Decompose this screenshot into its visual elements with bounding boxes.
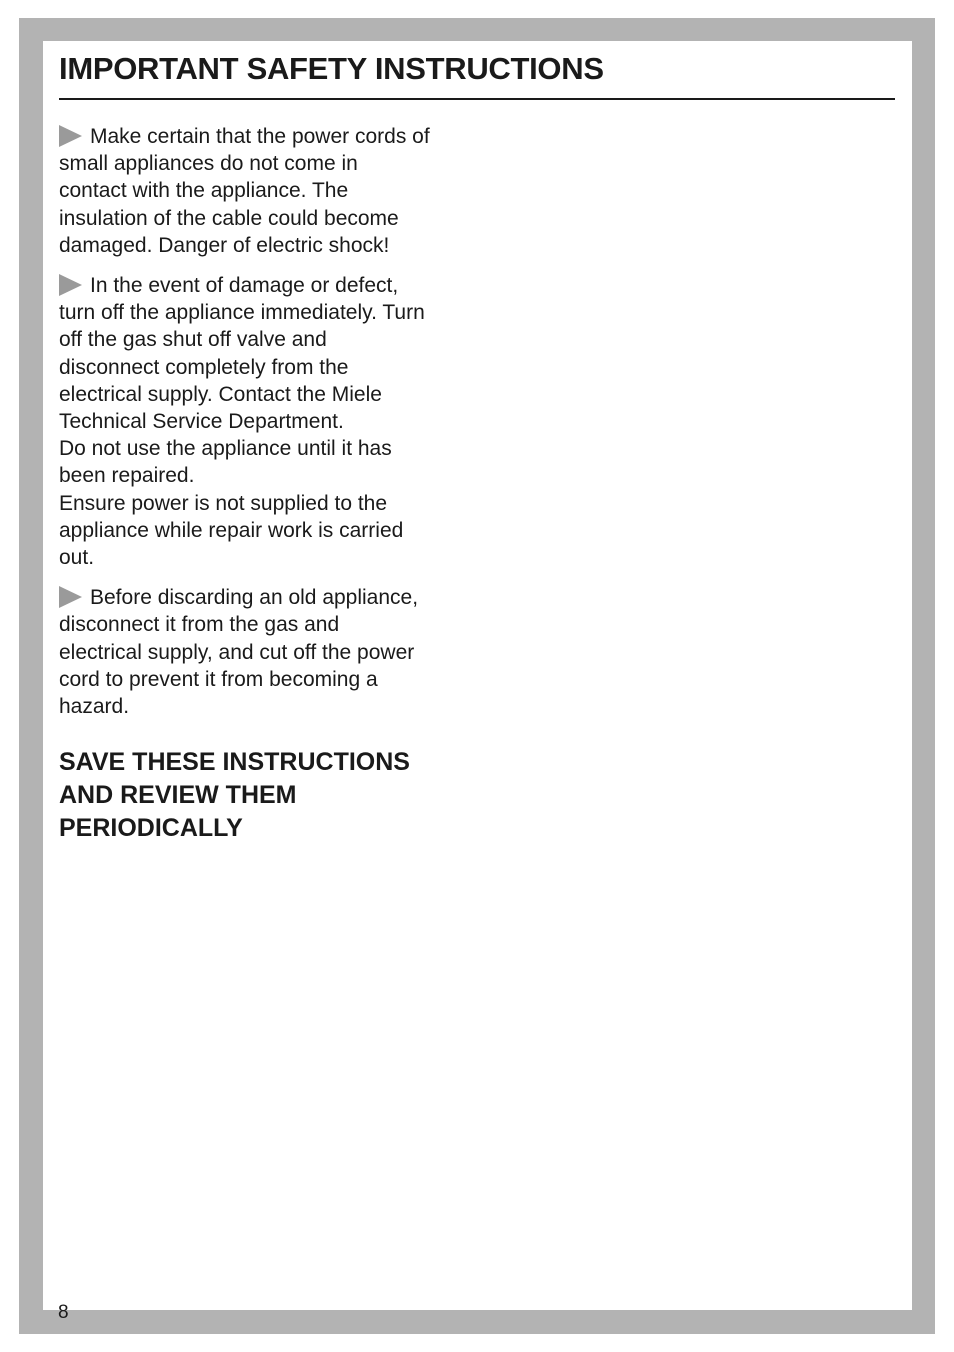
triangle-bullet-icon bbox=[59, 125, 82, 147]
text-line: damaged. Danger of electric shock! bbox=[59, 233, 390, 257]
text-line: electrical supply, and cut off the power bbox=[59, 640, 415, 664]
heading-line: PERIODICALLY bbox=[59, 814, 243, 842]
heading-line: SAVE THESE INSTRUCTIONS bbox=[59, 748, 410, 776]
text-line: cord to prevent it from becoming a bbox=[59, 667, 378, 691]
text-line: In the event of damage or defect, bbox=[59, 272, 474, 299]
instruction-paragraph bbox=[59, 123, 474, 259]
triangle-bullet-icon bbox=[59, 274, 82, 296]
triangle-bullet-icon bbox=[59, 586, 82, 608]
text-line: small appliances do not come in bbox=[59, 152, 358, 176]
text-line: Do not use the appliance until it has bbox=[59, 437, 392, 461]
instruction-paragraph bbox=[59, 272, 474, 571]
title-divider bbox=[59, 98, 895, 100]
text-line: Make certain that the power cords of bbox=[59, 123, 474, 150]
text-line: electrical supply. Contact the Miele bbox=[59, 382, 382, 406]
text-line: turn off the appliance immediately. Turn bbox=[59, 301, 425, 325]
page-title: IMPORTANT SAFETY INSTRUCTIONS bbox=[59, 51, 604, 86]
instruction-paragraph bbox=[59, 584, 474, 720]
save-instructions-heading bbox=[59, 746, 410, 845]
text-line: disconnect completely from the bbox=[59, 355, 349, 379]
text-line: appliance while repair work is carried bbox=[59, 518, 404, 542]
text-line: insulation of the cable could become bbox=[59, 206, 399, 230]
text-line: Ensure power is not supplied to the bbox=[59, 491, 388, 515]
text-line: disconnect it from the gas and bbox=[59, 613, 340, 637]
text-line: Before discarding an old appliance, bbox=[59, 584, 474, 611]
text-line: been repaired. bbox=[59, 464, 195, 488]
heading-line: AND REVIEW THEM bbox=[59, 781, 297, 809]
text-line: hazard. bbox=[59, 695, 130, 719]
instructions-body bbox=[59, 123, 474, 733]
text-line: off the gas shut off valve and bbox=[59, 328, 327, 352]
page-number: 8 bbox=[58, 1302, 69, 1323]
text-line: contact with the appliance. The bbox=[59, 179, 349, 203]
text-line: out. bbox=[59, 546, 95, 570]
text-line: Technical Service Department. bbox=[59, 410, 344, 434]
